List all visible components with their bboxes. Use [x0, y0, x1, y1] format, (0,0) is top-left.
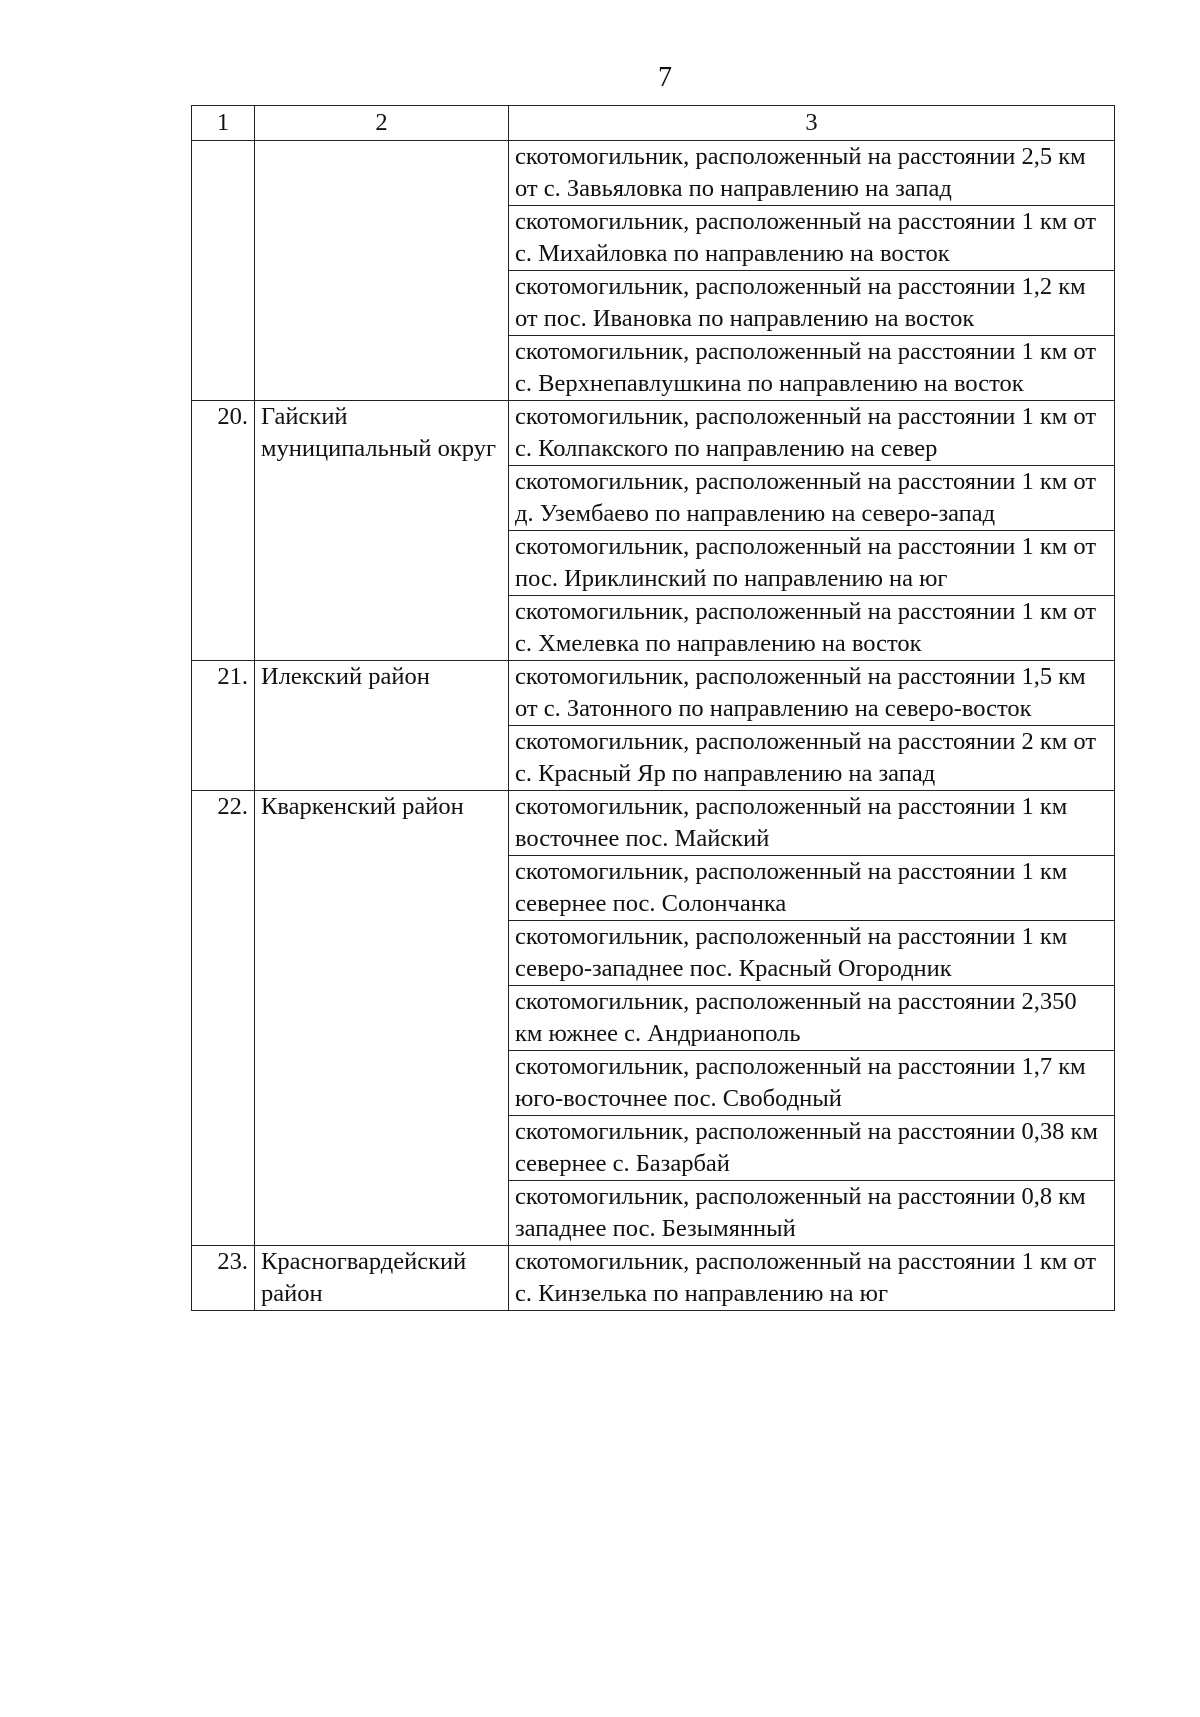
burial-site-cell: скотомогильник, расположенный на расстоянии 0,8 км западнее пос. Безымянный — [509, 1181, 1115, 1246]
row-number-cell — [192, 141, 255, 401]
burial-site-cell: скотомогильник, расположенный на расстоянии 1,2 км от пос. Ивановка по направлению на восток — [509, 271, 1115, 336]
burial-site-cell: скотомогильник, расположенный на расстоянии 1 км от с. Хмелевка по направлению на восток — [509, 596, 1115, 661]
burial-site-cell: скотомогильник, расположенный на расстоянии 2,5 км от с. Завьяловка по направлению на запад — [509, 141, 1115, 206]
column-header-number: 1 — [192, 106, 255, 141]
burial-site-cell: скотомогильник, расположенный на расстоянии 2,350 км южнее с. Андрианополь — [509, 986, 1115, 1051]
row-number-cell: 20. — [192, 401, 255, 661]
burial-site-cell: скотомогильник, расположенный на расстоянии 1 км северо-западнее пос. Красный Огородник — [509, 921, 1115, 986]
column-header-district: 2 — [255, 106, 509, 141]
burial-site-cell: скотомогильник, расположенный на расстоянии 1 км от с. Михайловка по направлению на восток — [509, 206, 1115, 271]
burial-site-cell: скотомогильник, расположенный на расстоянии 0,38 км севернее с. Базарбай — [509, 1116, 1115, 1181]
burial-site-cell: скотомогильник, расположенный на расстоянии 1 км от пос. Ириклинский по направлению на юг — [509, 531, 1115, 596]
table-row — [192, 1246, 1115, 1311]
column-header-site: 3 — [509, 106, 1115, 141]
district-cell: Гайский муниципальный округ — [255, 401, 509, 661]
district-cell — [255, 141, 509, 401]
table-row — [192, 791, 1115, 856]
table-header-row — [192, 106, 1115, 141]
burial-site-cell: скотомогильник, расположенный на расстоянии 1 км от с. Верхнепавлушкина по направлению на восток — [509, 336, 1115, 401]
table-row — [192, 401, 1115, 466]
table-row — [192, 141, 1115, 206]
burial-site-cell: скотомогильник, расположенный на расстоянии 1 км восточнее пос. Майский — [509, 791, 1115, 856]
row-number-cell: 22. — [192, 791, 255, 1246]
burial-site-cell: скотомогильник, расположенный на расстоянии 1,7 км юго-восточнее пос. Свободный — [509, 1051, 1115, 1116]
burial-site-cell: скотомогильник, расположенный на расстоянии 1 км от с. Колпакского по направлению на север — [509, 401, 1115, 466]
row-number-cell: 23. — [192, 1246, 255, 1311]
burial-site-cell: скотомогильник, расположенный на расстоянии 1 км от с. Кинзелька по направлению на юг — [509, 1246, 1115, 1311]
burial-site-cell: скотомогильник, расположенный на расстоянии 1,5 км от с. Затонного по направлению на северо-восток — [509, 661, 1115, 726]
table-row — [192, 661, 1115, 726]
page-number: 7 — [658, 62, 672, 93]
cattle-burial-sites-table — [191, 105, 1115, 1311]
district-cell: Красногвардейский район — [255, 1246, 509, 1311]
district-cell: Кваркенский район — [255, 791, 509, 1246]
district-cell: Илекский район — [255, 661, 509, 791]
row-number-cell: 21. — [192, 661, 255, 791]
burial-site-cell: скотомогильник, расположенный на расстоянии 2 км от с. Красный Яр по направлению на запад — [509, 726, 1115, 791]
burial-site-cell: скотомогильник, расположенный на расстоянии 1 км севернее пос. Солончанка — [509, 856, 1115, 921]
burial-site-cell: скотомогильник, расположенный на расстоянии 1 км от д. Узембаево по направлению на северо-запад — [509, 466, 1115, 531]
